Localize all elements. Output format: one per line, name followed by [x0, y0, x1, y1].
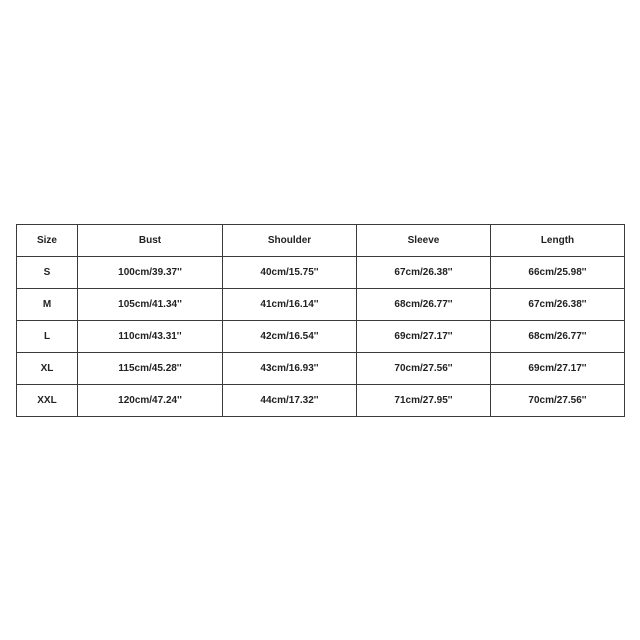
cell-length: 66cm/25.98''	[491, 257, 625, 289]
cell-shoulder: 40cm/15.75''	[223, 257, 357, 289]
header-bust: Bust	[78, 225, 223, 257]
cell-sleeve: 68cm/26.77''	[357, 289, 491, 321]
size-chart-table	[16, 224, 625, 417]
cell-length: 68cm/26.77''	[491, 321, 625, 353]
cell-size: S	[17, 257, 78, 289]
cell-sleeve: 67cm/26.38''	[357, 257, 491, 289]
table-header-row	[17, 225, 625, 257]
table-row	[17, 289, 625, 321]
header-sleeve: Sleeve	[357, 225, 491, 257]
table-row	[17, 321, 625, 353]
cell-bust: 120cm/47.24''	[78, 385, 223, 417]
cell-length: 69cm/27.17''	[491, 353, 625, 385]
table-row	[17, 353, 625, 385]
cell-bust: 105cm/41.34''	[78, 289, 223, 321]
cell-bust: 110cm/43.31''	[78, 321, 223, 353]
cell-sleeve: 70cm/27.56''	[357, 353, 491, 385]
cell-length: 67cm/26.38''	[491, 289, 625, 321]
header-length: Length	[491, 225, 625, 257]
cell-length: 70cm/27.56''	[491, 385, 625, 417]
cell-shoulder: 42cm/16.54''	[223, 321, 357, 353]
cell-size: M	[17, 289, 78, 321]
cell-sleeve: 71cm/27.95''	[357, 385, 491, 417]
header-shoulder: Shoulder	[223, 225, 357, 257]
cell-bust: 115cm/45.28''	[78, 353, 223, 385]
cell-bust: 100cm/39.37''	[78, 257, 223, 289]
cell-size: XXL	[17, 385, 78, 417]
cell-size: XL	[17, 353, 78, 385]
cell-shoulder: 43cm/16.93''	[223, 353, 357, 385]
cell-shoulder: 44cm/17.32''	[223, 385, 357, 417]
cell-sleeve: 69cm/27.17''	[357, 321, 491, 353]
cell-size: L	[17, 321, 78, 353]
cell-shoulder: 41cm/16.14''	[223, 289, 357, 321]
table-row	[17, 257, 625, 289]
header-size: Size	[17, 225, 78, 257]
table-row	[17, 385, 625, 417]
